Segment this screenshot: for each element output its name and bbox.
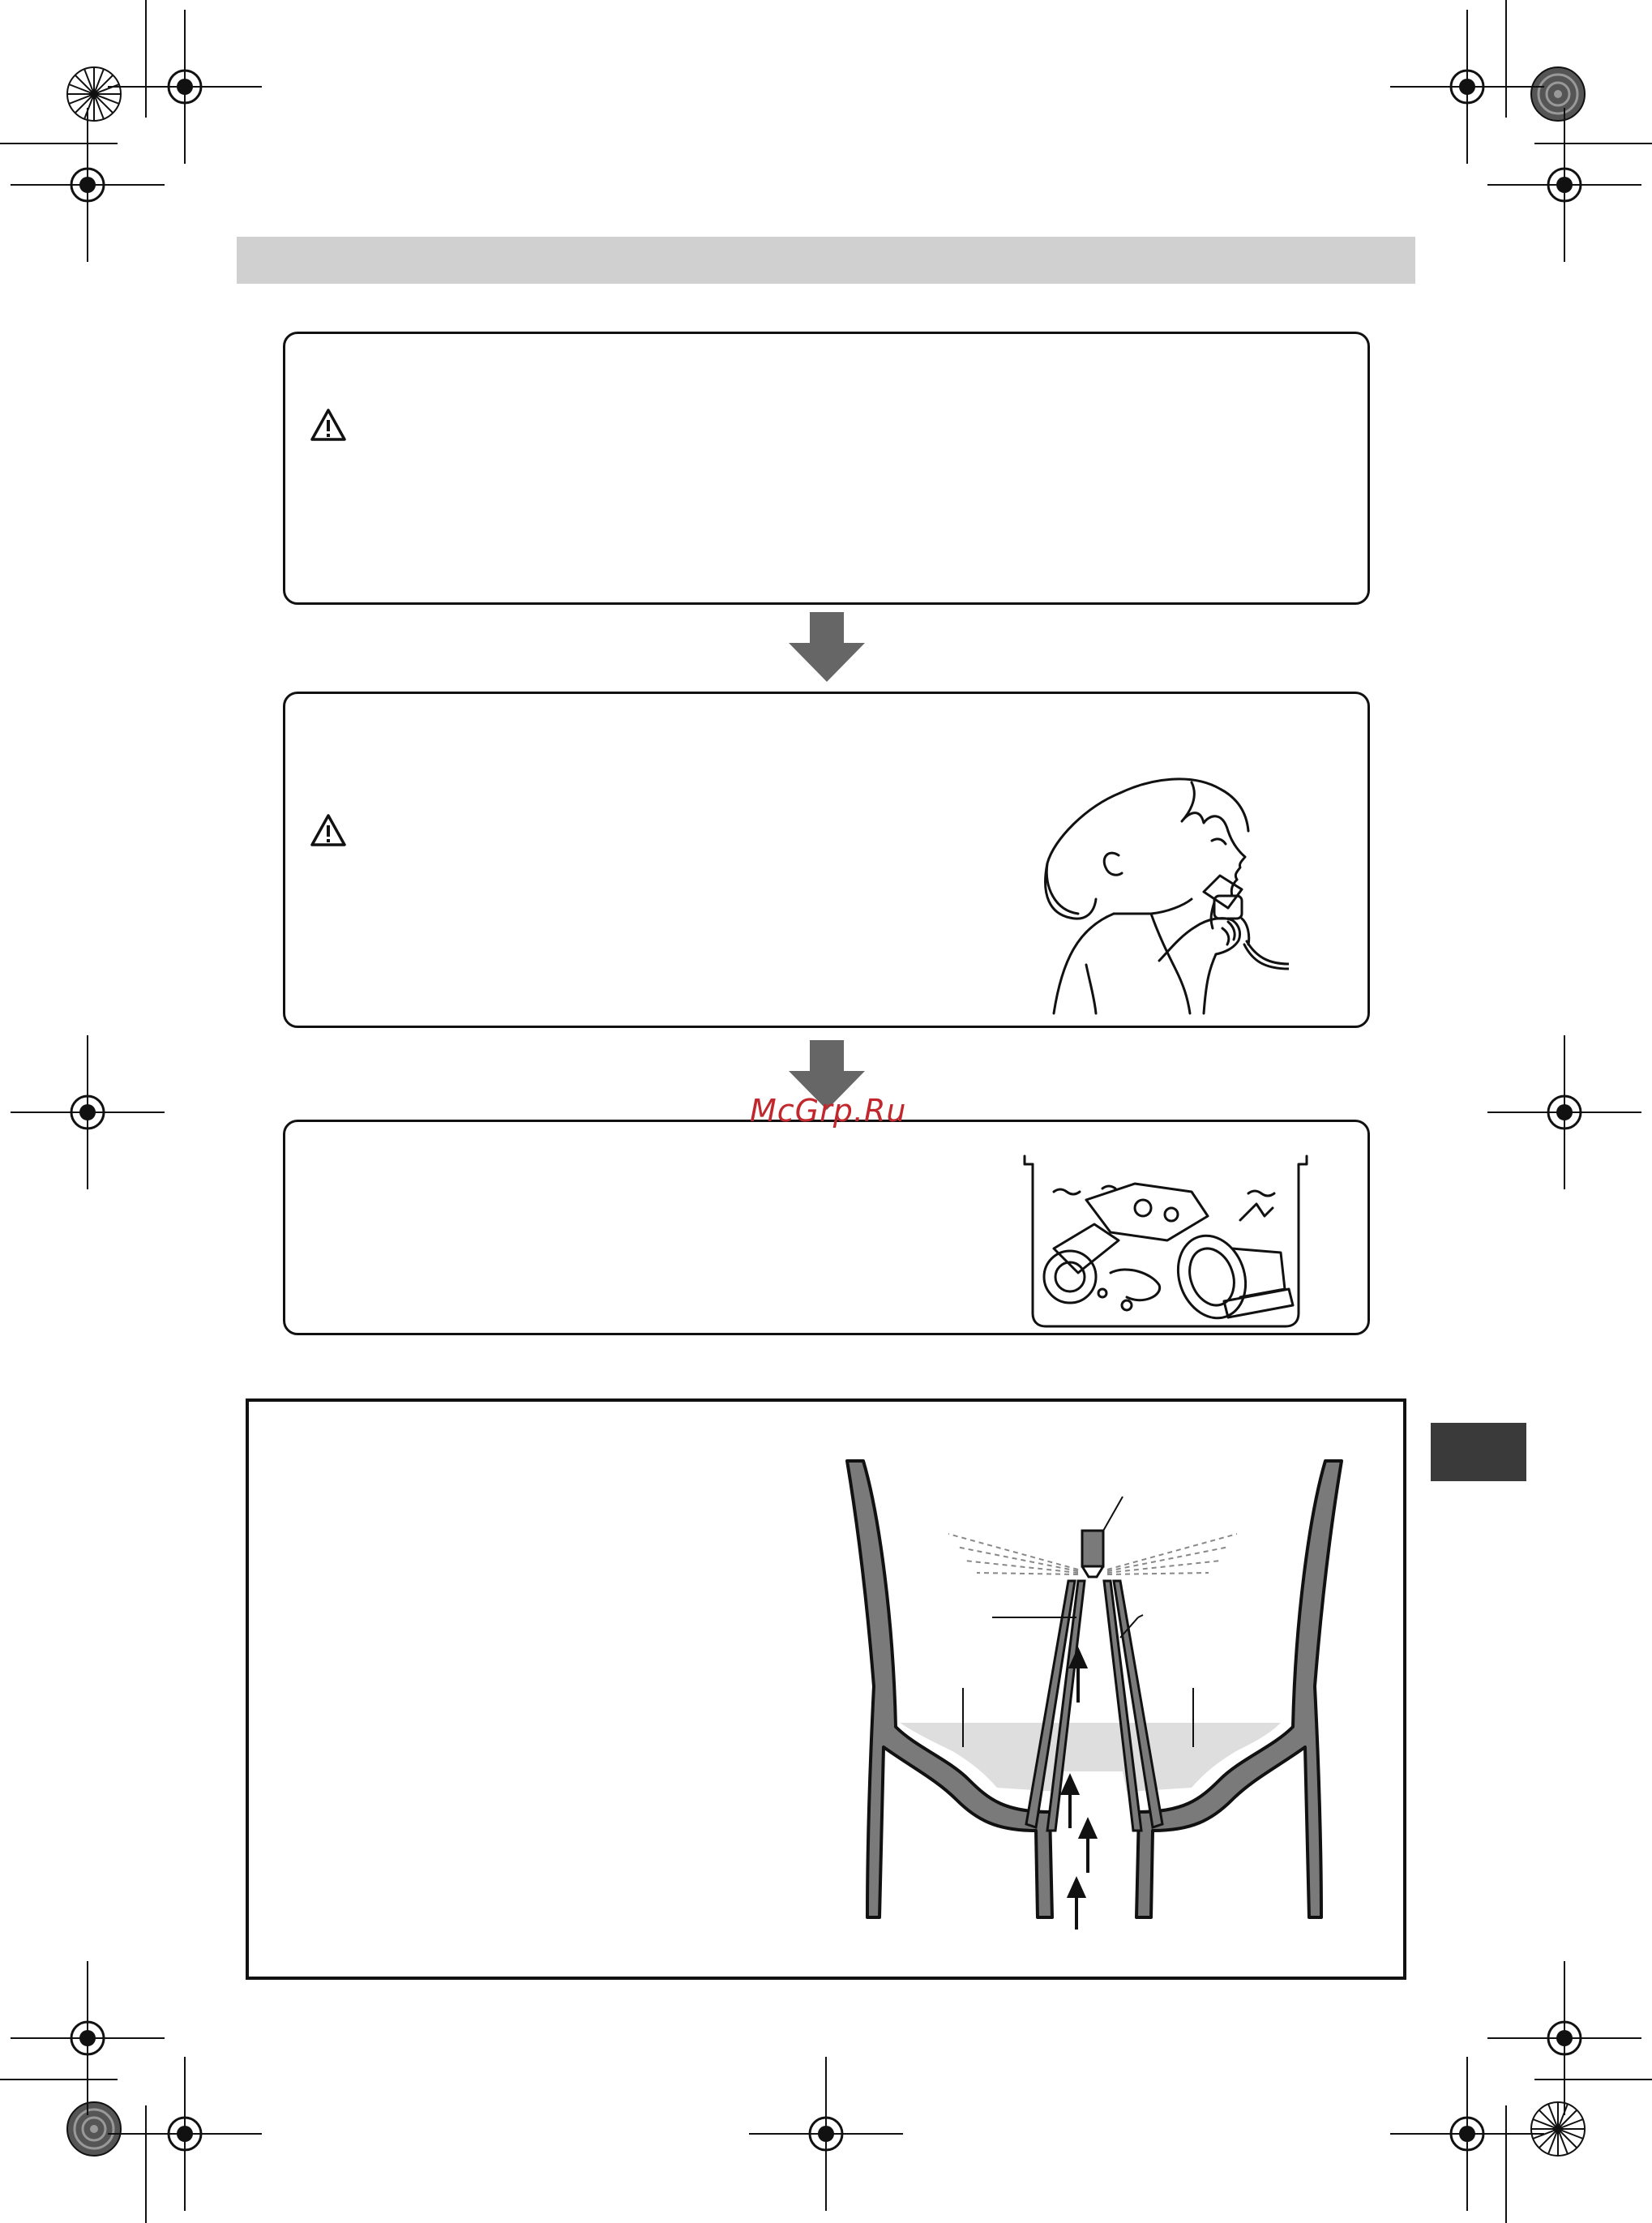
crosshair-icon: [108, 10, 262, 164]
step-1-panel: [283, 332, 1370, 605]
crosshair-icon: [11, 108, 165, 262]
gray-wheel-icon: [67, 2102, 121, 2156]
color-wheel-icon: [1531, 2102, 1585, 2156]
section-tab-marker: [1431, 1423, 1526, 1481]
parts-soaking-in-basin-illustration: [1021, 1151, 1313, 1338]
crosshair-icon: [11, 1961, 165, 2115]
color-wheel-icon: [67, 67, 121, 121]
warning-triangle-icon: [310, 813, 347, 847]
crosshair-icon: [1487, 1961, 1641, 2115]
crosshair-icon: [1487, 108, 1641, 262]
child-using-nebulizer-illustration: [1029, 701, 1289, 1017]
crosshair-icon: [1390, 10, 1544, 164]
crosshair-icon: [749, 2057, 903, 2211]
crosshair-icon: [11, 1035, 165, 1189]
warning-triangle-icon: [310, 408, 347, 442]
crosshair-icon: [1390, 2057, 1544, 2211]
nebulizer-cross-section-diagram: [835, 1443, 1354, 1962]
crosshair-icon: [108, 2057, 262, 2211]
gray-wheel-icon: [1531, 67, 1585, 121]
watermark: McGrp.Ru: [750, 1093, 907, 1129]
section-header-bar: [237, 237, 1415, 284]
down-arrow-icon: [789, 612, 865, 682]
crosshair-icon: [1487, 1035, 1641, 1189]
